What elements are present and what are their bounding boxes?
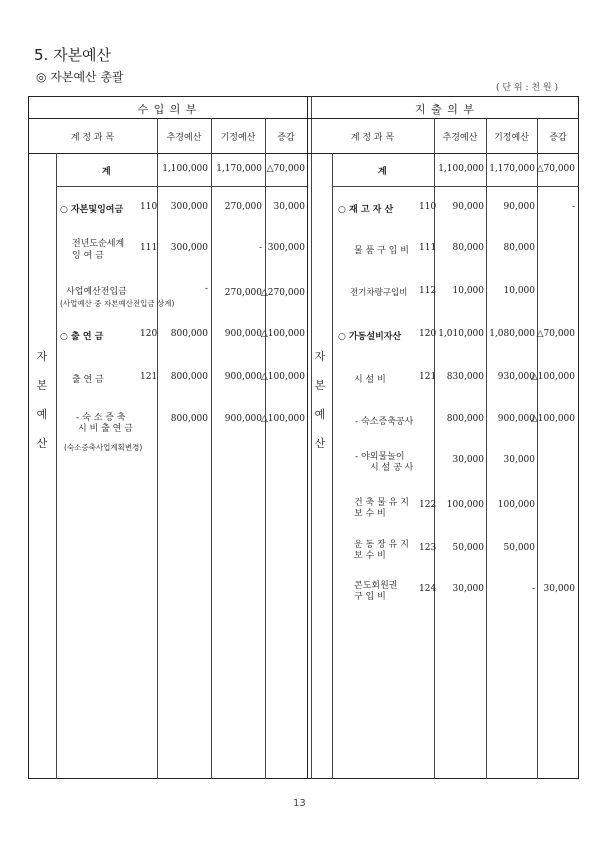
income-col-account: 계 정 과 목 (70, 133, 115, 143)
expense-header: 지 출 의 부 (415, 103, 475, 116)
expense-row-6-label-2: 시 설 공 사 (370, 463, 414, 473)
budget-table (28, 96, 579, 779)
expense-row-1-code: 111 (419, 243, 437, 253)
income-vlabel-line (56, 153, 57, 779)
income-row-0-change: 30,000 (273, 202, 305, 212)
expense-row-3-change: △70,000 (536, 329, 575, 339)
income-row-5-label-1: - 숙 소 증 축 (76, 413, 126, 423)
income-row-1-existing: - (258, 243, 262, 253)
expense-row-7-code: 122 (419, 500, 437, 510)
expense-row-1-existing: 80,000 (503, 243, 535, 253)
expense-row-7-label-1: 건 축 물 유 지 (354, 498, 409, 508)
expense-total-line (332, 186, 579, 187)
income-row-5-label-2: 시 비 출 연 금 (78, 424, 133, 434)
table-divider (307, 96, 308, 779)
income-row-3-label: ○ 출 연 금 (60, 332, 104, 342)
expense-row-1-revised: 80,000 (452, 243, 484, 253)
expense-row-5-existing: 900,000 (497, 414, 535, 424)
income-row-4-existing: 900,000 (224, 372, 262, 382)
expense-row-0-change: - (571, 202, 575, 212)
expense-col-line-2 (486, 118, 487, 779)
income-row-3-change: △100,000 (260, 329, 305, 339)
income-row-3-code: 120 (140, 329, 158, 339)
expense-row-3-revised: 1,010,000 (438, 329, 484, 339)
income-row-4-change: △100,000 (260, 372, 305, 382)
expense-row-9-label-2: 구 입 비 (354, 592, 386, 602)
income-total-change: △70,000 (266, 164, 305, 174)
expense-row-0-code: 110 (419, 202, 437, 212)
expense-col-revised: 추경예산 (442, 133, 478, 143)
expense-total-change: △70,000 (536, 164, 575, 174)
expense-row-2-code: 112 (419, 286, 437, 296)
expense-row-7-revised: 100,000 (446, 500, 484, 510)
expense-row-4-code: 121 (419, 372, 437, 382)
income-row-0-label: ○ 자본및잉여금 (60, 205, 124, 215)
expense-row-7-existing: 100,000 (497, 500, 535, 510)
expense-row-4-revised: 830,000 (446, 372, 484, 382)
expense-row-2-existing: 10,000 (503, 286, 535, 296)
expense-row-9-change: 30,000 (543, 584, 575, 594)
income-row-1-revised: 300,000 (170, 243, 208, 253)
expense-row-6-revised: 30,000 (452, 455, 484, 465)
income-row-0-revised: 300,000 (170, 202, 208, 212)
expense-total-existing: 1,170,000 (489, 164, 535, 174)
section-title: 5. 자본예산 (34, 46, 112, 64)
unit-note: ( 단 위 : 천 원 ) (496, 83, 558, 93)
expense-row-4-existing: 930,000 (497, 372, 535, 382)
income-row-5-revised: 800,000 (170, 414, 208, 424)
subsection-title: ◎ 자본예산 총괄 (36, 70, 124, 84)
income-col-change: 증감 (277, 133, 295, 143)
income-row-2-label: 사업예산전입금 (66, 287, 127, 297)
income-row-0-code: 110 (140, 202, 158, 212)
expense-row-6-existing: 30,000 (503, 455, 535, 465)
expense-row-5-label: - 숙소증축공사 (355, 417, 414, 427)
income-row-4-label: 출 연 금 (72, 375, 104, 385)
expense-col-existing: 기정예산 (494, 133, 529, 143)
income-row-1-label-2: 잉 여 금 (72, 251, 104, 261)
income-total-line (56, 186, 307, 187)
expense-row-3-existing: 1,080,000 (489, 329, 535, 339)
expense-row-8-revised: 50,000 (452, 543, 484, 553)
expense-row-0-revised: 90,000 (452, 202, 484, 212)
expense-row-8-label-2: 보 수 비 (354, 551, 386, 561)
income-col-line-1 (157, 118, 158, 779)
expense-row-2-label: 전기차량구입비 (350, 288, 408, 298)
header-line (28, 118, 579, 119)
expense-total-label: 계 (378, 167, 387, 177)
income-vertical-label: 자 본 예 산 (36, 350, 48, 450)
income-row-4-code: 121 (140, 372, 158, 382)
expense-col-line-3 (537, 118, 538, 779)
expense-row-3-label: ○ 가동설비자산 (338, 332, 402, 342)
expense-col-line-1 (434, 118, 435, 779)
expense-row-9-revised: 30,000 (452, 584, 484, 594)
expense-row-7-label-2: 보 수 비 (354, 509, 386, 519)
expense-row-6-label-1: - 야외물놀이 (355, 452, 405, 462)
expense-row-8-existing: 50,000 (503, 543, 535, 553)
income-col-existing: 기정예산 (220, 133, 256, 143)
income-row-5-existing: 900,000 (224, 414, 262, 424)
expense-vertical-label: 자 본 예 산 (314, 350, 326, 450)
expense-row-0-existing: 90,000 (503, 202, 535, 212)
expense-vlabel-line (332, 153, 333, 779)
income-total-label: 계 (102, 167, 111, 177)
income-row-5-note: (숙소증축사업계획변경) (64, 443, 143, 452)
income-row-5-change: △100,000 (260, 414, 305, 424)
expense-row-2-revised: 10,000 (452, 286, 484, 296)
expense-row-5-revised: 800,000 (446, 414, 484, 424)
income-col-revised: 추경예산 (166, 133, 202, 143)
income-row-0-existing: 270,000 (224, 202, 262, 212)
income-total-existing: 1,170,000 (216, 164, 262, 174)
expense-row-5-change: △100,000 (530, 414, 575, 424)
income-header: 수 입 의 부 (137, 103, 198, 116)
expense-row-3-code: 120 (419, 329, 437, 339)
expense-row-0-label: ○ 재 고 자 산 (338, 205, 394, 215)
expense-col-change: 증감 (549, 133, 567, 143)
colheader-line (28, 153, 579, 154)
expense-row-4-label: 시 설 비 (354, 375, 386, 385)
income-row-4-revised: 800,000 (170, 372, 208, 382)
income-row-1-change: 300,000 (267, 243, 305, 253)
expense-row-8-code: 123 (419, 543, 437, 553)
expense-col-account: 계 정 과 목 (350, 133, 395, 143)
income-row-3-existing: 900,000 (224, 329, 262, 339)
income-row-2-change: △270,000 (260, 288, 305, 298)
income-row-3-revised: 800,000 (170, 329, 208, 339)
expense-row-9-label-1: 콘도회원권 (354, 581, 398, 591)
income-row-1-label-1: 전년도순세계 (72, 239, 125, 249)
income-row-2-revised: - (204, 284, 208, 294)
income-col-line-3 (265, 118, 266, 779)
income-row-2-note: (사업예산 중 자본예산전입금 상계) (60, 299, 175, 308)
income-total-revised: 1,100,000 (162, 164, 208, 174)
expense-row-9-existing: - (531, 584, 535, 594)
income-col-line-2 (211, 118, 212, 779)
income-row-1-code: 111 (140, 243, 158, 253)
expense-total-revised: 1,100,000 (438, 164, 484, 174)
page-number: 13 (293, 798, 306, 809)
expense-row-4-change: △100,000 (530, 372, 575, 382)
expense-row-8-label-1: 운 동 장 유 지 (354, 540, 409, 550)
income-row-2-existing: 270,000 (224, 288, 262, 298)
expense-row-9-code: 124 (419, 584, 437, 594)
expense-row-1-label: 물 품 구 입 비 (354, 246, 409, 256)
